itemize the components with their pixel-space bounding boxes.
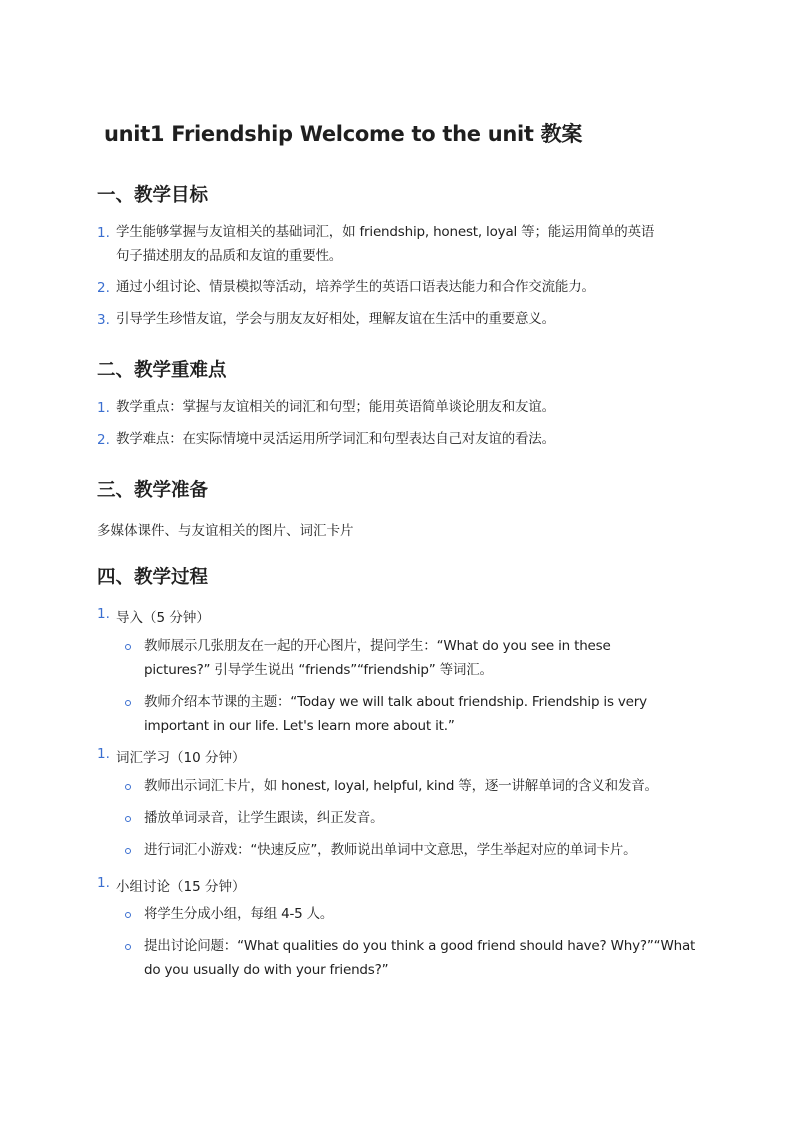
section-heading-preparation: 三、教学准备 <box>97 480 209 501</box>
list-item-line: 教学难点：在实际情境中灵活运用所学词汇和句型表达自己对友谊的看法。 <box>116 431 555 447</box>
list-item-line: 将学生分成小组，每组 4-5 人。 <box>144 906 334 922</box>
list-item <box>116 395 706 419</box>
step-number: 1. <box>97 875 110 891</box>
section-heading-key-points: 二、教学重难点 <box>97 360 227 381</box>
list-item <box>116 275 706 299</box>
list-item-line: 学生能够掌握与友谊相关的基础词汇，如 friendship, honest, loyal 等；能运用简单的英语 <box>116 224 655 240</box>
list-item-line: 句子描述朋友的品质和友谊的重要性。 <box>116 248 343 264</box>
list-item-line: 教师介绍本节课的主题：“Today we will talk about friendship. Friendship is very <box>144 694 647 710</box>
bullet-dot <box>125 784 131 790</box>
list-item-line: 提出讨论问题：“What qualities do you think a good friend should have? Why?”“What <box>144 938 696 954</box>
list-item <box>144 774 704 798</box>
bullet-dot <box>125 816 131 822</box>
list-item <box>116 220 706 268</box>
list-item-line: 播放单词录音，让学生跟读，纠正发音。 <box>144 810 384 826</box>
step-label: 小组讨论（15 分钟） <box>116 879 246 895</box>
preparation-text: 多媒体课件、与友谊相关的图片、词汇卡片 <box>97 523 354 539</box>
list-item <box>144 806 704 830</box>
list-item-line: 教学重点：掌握与友谊相关的词汇和句型；能用英语简单谈论朋友和友谊。 <box>116 399 555 415</box>
list-item-line: 教师出示词汇卡片，如 honest, loyal, helpful, kind 等，逐一讲解单词的含义和发音。 <box>144 778 658 794</box>
step-label: 导入（5 分钟） <box>116 610 210 626</box>
list-item <box>144 838 704 862</box>
bullet-dot <box>125 700 131 706</box>
step-number: 1. <box>97 746 110 762</box>
list-number: 2. <box>97 280 110 296</box>
bullet-dot <box>125 644 131 650</box>
bullet-dot <box>125 848 131 854</box>
step-number: 1. <box>97 606 110 622</box>
list-number: 3. <box>97 312 110 328</box>
list-item-line: 进行词汇小游戏：“快速反应”，教师说出单词中文意思，学生举起对应的单词卡片。 <box>144 842 637 858</box>
list-item-line: important in our life. Let's learn more about it.” <box>144 718 455 734</box>
list-number: 1. <box>97 400 110 416</box>
list-item-line: pictures?” 引导学生说出 “friends”“friendship” 等词汇。 <box>144 662 493 678</box>
list-item <box>144 902 704 926</box>
document-title: unit1 Friendship Welcome to the unit 教案 <box>104 122 583 146</box>
list-number: 2. <box>97 432 110 448</box>
section-heading-objectives: 一、教学目标 <box>97 185 209 206</box>
list-item-line: do you usually do with your friends?” <box>144 962 389 978</box>
list-item-line: 引导学生珍惜友谊，学会与朋友友好相处，理解友谊在生活中的重要意义。 <box>116 311 555 327</box>
bullet-dot <box>125 912 131 918</box>
section-heading-process: 四、教学过程 <box>97 567 209 588</box>
list-item <box>144 690 704 738</box>
list-item-line: 教师展示几张朋友在一起的开心图片，提问学生：“What do you see in these <box>144 638 611 654</box>
list-item <box>144 934 704 982</box>
list-number: 1. <box>97 225 110 241</box>
list-item <box>116 307 706 331</box>
list-item-line: 通过小组讨论、情景模拟等活动，培养学生的英语口语表达能力和合作交流能力。 <box>116 279 595 295</box>
step-label: 词汇学习（10 分钟） <box>116 750 246 766</box>
bullet-dot <box>125 944 131 950</box>
list-item <box>116 427 706 451</box>
list-item <box>144 634 704 682</box>
